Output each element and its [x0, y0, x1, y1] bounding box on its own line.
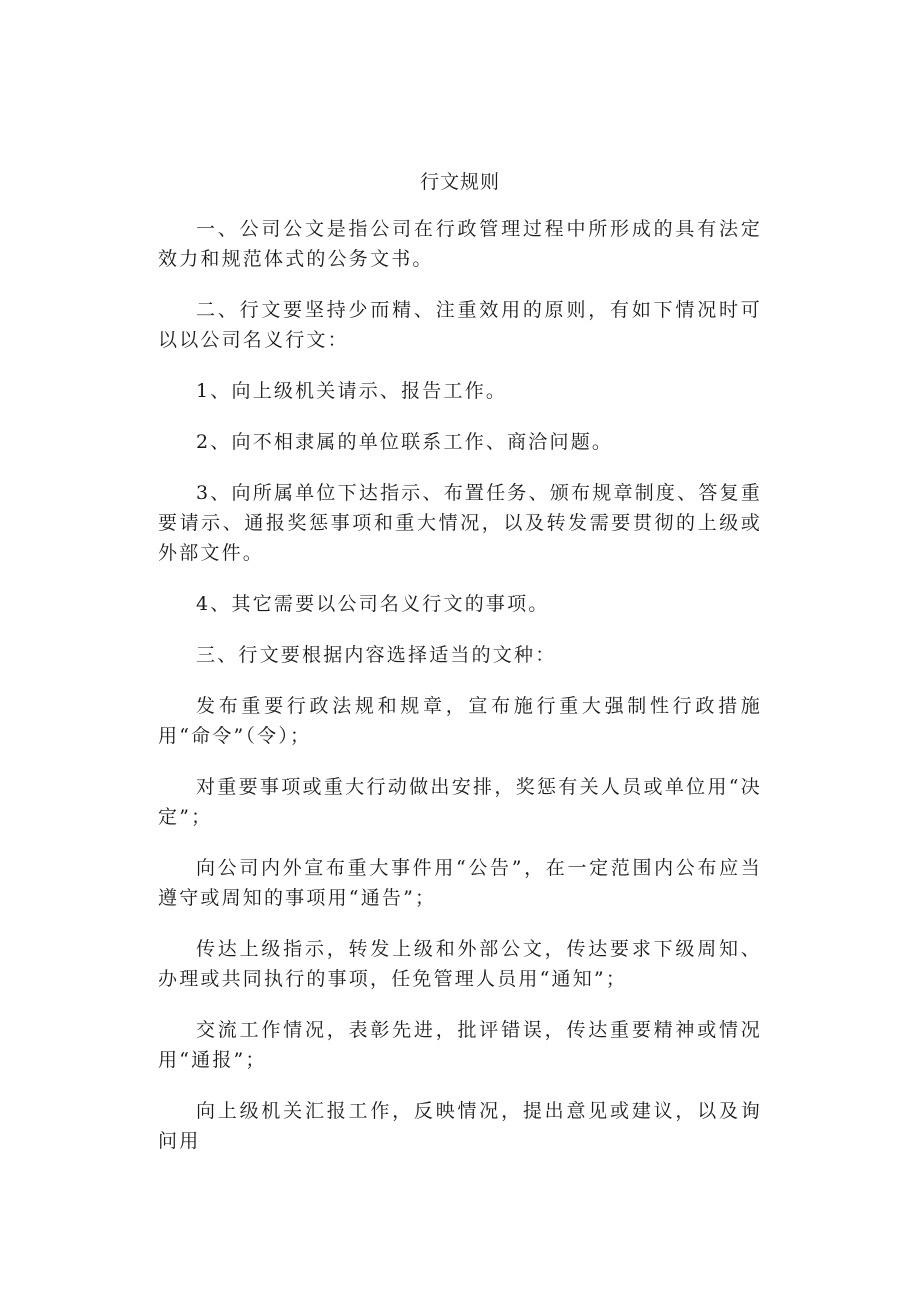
paragraph-13: 向上级机关汇报工作，反映情况，提出意见或建议，以及询问用 — [158, 1100, 762, 1152]
paragraph-3: 1、向上级机关请示、报告工作。 — [196, 380, 508, 402]
document-body — [158, 214, 762, 1177]
paragraph-4: 2、向不相隶属的单位联系工作、商洽问题。 — [196, 431, 614, 453]
paragraph-11: 传达上级指示，转发上级和外部公文，传达要求下级周知、办理或共同执行的事项，任免管理人员用“通知”； — [158, 938, 762, 990]
paragraph-9: 对重要事项或重大行动做出安排，奖惩有关人员或单位用“决定”； — [158, 776, 762, 828]
paragraph-1: 一、公司公文是指公司在行政管理过程中所形成的具有法定效力和规范体式的公务文书。 — [158, 218, 762, 270]
paragraph-10: 向公司内外宣布重大事件用“公告”，在一定范围内公布应当遵守或周知的事项用“通告”； — [158, 857, 762, 909]
paragraph-7: 三、行文要根据内容选择适当的文种： — [196, 644, 557, 666]
document-title: 行文规则 — [419, 171, 500, 193]
paragraph-8: 发布重要行政法规和规章，宣布施行重大强制性行政措施用“命令”（令）； — [158, 695, 762, 747]
paragraph-2: 二、行文要坚持少而精、注重效用的原则，有如下情况时可以以公司名义行文： — [158, 299, 762, 351]
paragraph-5: 3、向所属单位下达指示、布置任务、颁布规章制度、答复重要请示、通报奖惩事项和重大情况，以及转发需要贯彻的上级或外部文件。 — [158, 482, 762, 564]
paragraph-12: 交流工作情况，表彰先进，批评错误，传达重要精神或情况用“通报”； — [158, 1019, 762, 1071]
paragraph-6: 4、其它需要以公司名义行文的事项。 — [196, 593, 550, 615]
